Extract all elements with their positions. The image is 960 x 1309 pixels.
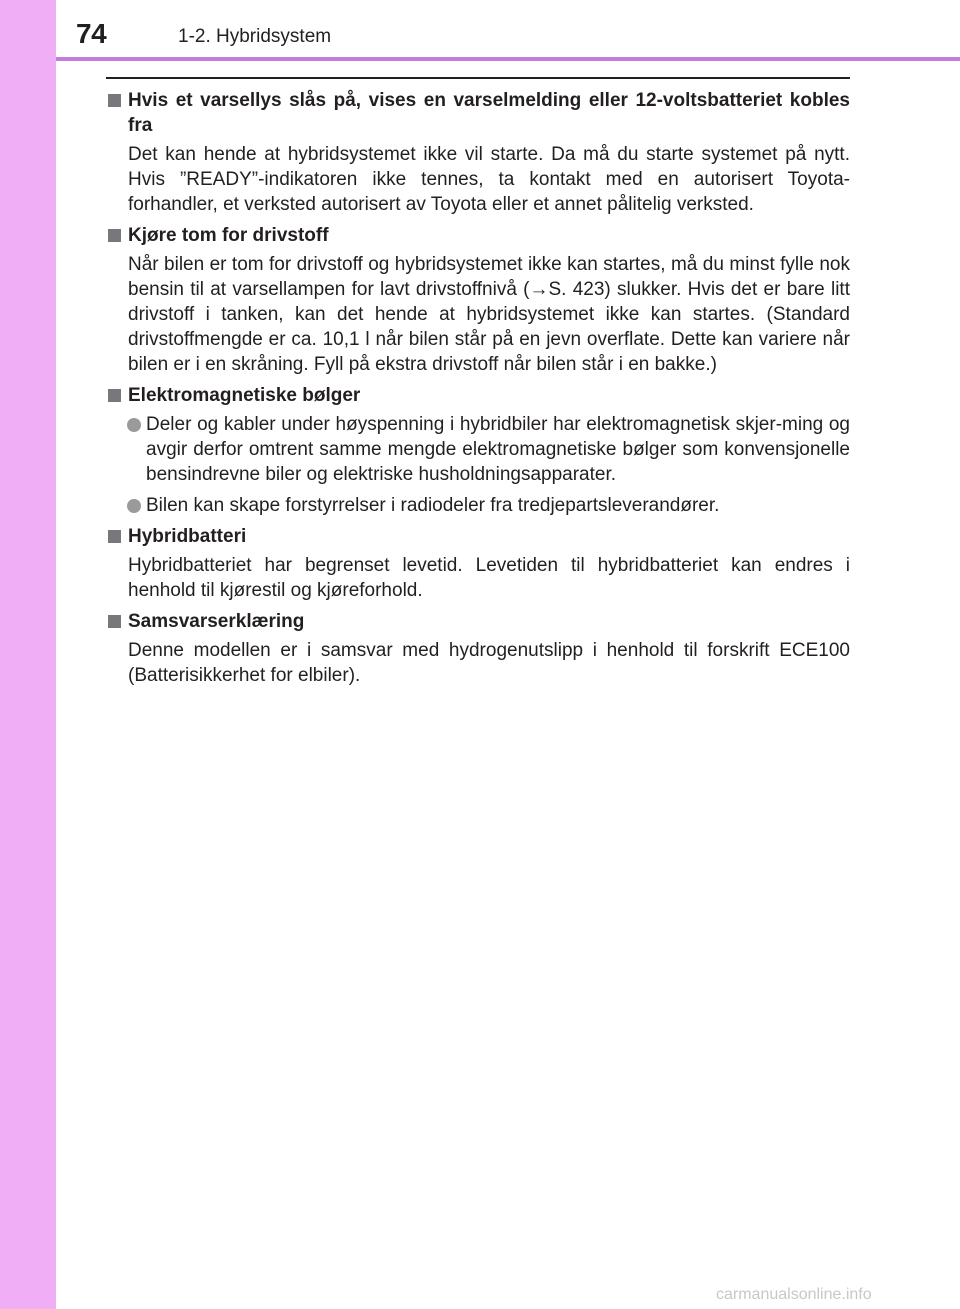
square-bullet-icon bbox=[108, 530, 121, 543]
section-title: 1-2. Hybridsystem bbox=[178, 26, 332, 47]
item-heading-text: Samsvarserklæring bbox=[128, 611, 305, 632]
round-bullet-icon bbox=[127, 418, 141, 432]
bullet-text: Bilen kan skape forstyrrelser i radiodeler fra tredjepartsleverandører. bbox=[146, 495, 720, 516]
item-heading bbox=[106, 383, 850, 408]
item-heading bbox=[106, 223, 850, 248]
bullet-text: Deler og kabler under høyspenning i hybridbiler har elektromagnetisk skjer-ming og avgir derfor omtrent samme mengde elektromagnetiske bølger som konvensjonelle bensindrevne biler og elektriske husholdningsapparater. bbox=[146, 414, 850, 485]
item-heading-text: Hybridbatteri bbox=[128, 526, 247, 547]
item-heading bbox=[106, 609, 850, 634]
square-bullet-icon bbox=[108, 229, 121, 242]
bullet-item bbox=[106, 493, 850, 518]
page-number: 74 bbox=[76, 18, 107, 49]
item-body: Det kan hende at hybridsystemet ikke vil starte. Da må du starte systemet på nytt. Hvis ”READY”-indikatoren ikke tennes, ta kontakt med en autorisert Toyota-forhandler, et verksted autorisert av Toyota eller et annet pålitelig verksted. bbox=[128, 144, 850, 215]
item-heading-text: Elektromagnetiske bølger bbox=[128, 385, 361, 406]
page-content bbox=[106, 88, 850, 694]
item-warning-light bbox=[106, 88, 850, 217]
item-heading bbox=[106, 88, 850, 138]
item-electromagnetic-waves bbox=[106, 383, 850, 518]
header-divider bbox=[56, 57, 960, 61]
content-rule bbox=[106, 77, 850, 79]
item-heading-text: Hvis et varsellys slås på, vises en varselmelding eller 12-voltsbatteriet kobles fra bbox=[128, 90, 850, 136]
item-heading bbox=[106, 524, 850, 549]
item-hybrid-battery bbox=[106, 524, 850, 603]
square-bullet-icon bbox=[108, 94, 121, 107]
bullet-item bbox=[106, 412, 850, 487]
item-declaration-of-conformity bbox=[106, 609, 850, 688]
watermark: carmanualsonline.info bbox=[716, 1286, 872, 1303]
square-bullet-icon bbox=[108, 389, 121, 402]
item-heading-text: Kjøre tom for drivstoff bbox=[128, 225, 329, 246]
item-out-of-fuel bbox=[106, 223, 850, 377]
item-body: Denne modellen er i samsvar med hydrogenutslipp i henhold til forskrift ECE100 (Batterisikkerhet for elbiler). bbox=[128, 640, 850, 686]
square-bullet-icon bbox=[108, 615, 121, 628]
side-tab-bar bbox=[0, 0, 56, 1309]
round-bullet-icon bbox=[127, 499, 141, 513]
item-body: Når bilen er tom for drivstoff og hybridsystemet ikke kan startes, må du minst fylle nok bensin til at varsellampen for lavt drivstoffnivå (→S. 423) slukker. Hvis det er bare litt drivstoff i tanken, kan det hende at hybridsystemet ikke kan startes. (Standard drivstoffmengde er ca. 10,1 l når bilen står på en jevn overflate. Dette kan variere når bilen er i en skråning. Fyll på ekstra drivstoff når bilen står i en bakke.) bbox=[128, 254, 850, 375]
item-body: Hybridbatteriet har begrenset levetid. Levetiden til hybridbatteriet kan endres i henhold til kjørestil og kjøreforhold. bbox=[128, 555, 850, 601]
